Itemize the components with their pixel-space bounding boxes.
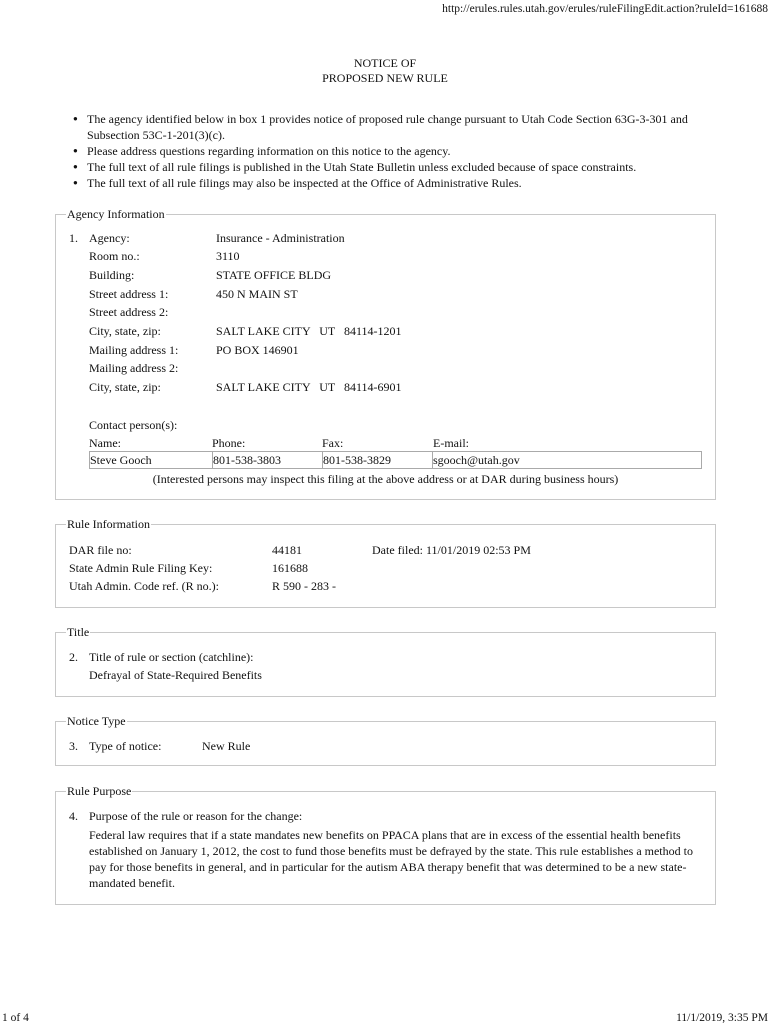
intro-item: ● The agency identified below in box 1 provides notice of proposed rule change pursuant to Utah Code Section 63G-3-301 and Subsection 53C-1-201(3)(c). xyxy=(70,111,730,143)
mailing2-label: Mailing address 2: xyxy=(89,361,179,375)
title-legend: Title xyxy=(67,625,90,639)
mailing1-label: Mailing address 1: xyxy=(89,343,179,357)
contact-heading: Contact person(s): xyxy=(89,418,178,432)
street1-label: Street address 1: xyxy=(89,287,169,301)
agency-label: Agency: xyxy=(89,231,130,245)
contact-table-row xyxy=(89,451,702,469)
rule-purpose-number: 4. xyxy=(69,809,78,823)
title-item-number: 2. xyxy=(69,650,78,664)
notice-type-label: Type of notice: xyxy=(89,739,162,753)
dar-file-value: 44181 xyxy=(272,543,302,557)
notice-heading-line2: PROPOSED NEW RULE xyxy=(322,71,448,85)
intro-item: ● The full text of all rule filings is published in the Utah State Bulletin unless excluded because of space constraints. xyxy=(70,159,730,175)
rule-purpose-text: Federal law requires that if a state mandates new benefits on PPACA plans that are in excess of the essential health benefits established on January 1, 2012, the cost to fund those benefits must be defrayed by the state. This rule establishes a method to pay for those benefits in general, and in particular for the autism ABA therapy benefit that was determined to be a new state-mandated benefit. xyxy=(89,828,693,890)
agency-value: Insurance - Administration xyxy=(216,231,345,245)
contact-header-email: E-mail: xyxy=(433,436,469,450)
date-filed: Date filed: 11/01/2019 02:53 PM xyxy=(372,543,531,557)
print-timestamp: 11/1/2019, 3:35 PM xyxy=(676,1012,768,1024)
inspection-note: (Interested persons may inspect this filing at the above address or at DAR during business hours) xyxy=(152,472,619,486)
mailing-city-value: SALT LAKE CITY UT 84114-6901 xyxy=(216,380,402,394)
rule-purpose-legend: Rule Purpose xyxy=(67,784,132,798)
mailing-city-label: City, state, zip: xyxy=(89,380,161,394)
contact-email: sgooch@utah.gov xyxy=(432,452,701,468)
title-value: Defrayal of State-Required Benefits xyxy=(89,668,262,682)
contact-phone: 801-538-3803 xyxy=(212,452,321,468)
filing-key-label: State Admin Rule Filing Key: xyxy=(69,561,213,575)
title-section xyxy=(55,625,716,697)
dar-file-label: DAR file no: xyxy=(69,543,132,557)
building-label: Building: xyxy=(89,268,135,282)
title-label: Title of rule or section (catchline): xyxy=(89,650,254,664)
city-value: SALT LAKE CITY UT 84114-1201 xyxy=(216,324,402,338)
agency-item-number: 1. xyxy=(69,231,78,245)
rule-purpose-section xyxy=(55,784,716,905)
mailing1-value: PO BOX 146901 xyxy=(216,343,299,357)
page-url: http://erules.rules.utah.gov/erules/ruleFilingEdit.action?ruleId=161688 xyxy=(442,3,768,15)
notice-type-legend: Notice Type xyxy=(67,714,126,728)
city-label: City, state, zip: xyxy=(89,324,161,338)
intro-item: ● The full text of all rule filings may also be inspected at the Office of Administrative Rules. xyxy=(70,175,730,191)
code-ref-label: Utah Admin. Code ref. (R no.): xyxy=(69,579,219,593)
agency-info-section xyxy=(55,207,716,500)
notice-type-value: New Rule xyxy=(202,739,251,753)
rule-info-legend: Rule Information xyxy=(67,517,150,531)
room-label: Room no.: xyxy=(89,249,140,263)
street1-value: 450 N MAIN ST xyxy=(216,287,298,301)
contact-header-name: Name: xyxy=(89,436,121,450)
notice-type-section xyxy=(55,714,716,766)
contact-header-phone: Phone: xyxy=(212,436,246,450)
rule-purpose-label: Purpose of the rule or reason for the change: xyxy=(89,809,303,823)
page-number: 1 of 4 xyxy=(2,1012,29,1024)
contact-name: Steve Gooch xyxy=(90,453,152,467)
intro-item: ● Please address questions regarding information on this notice to the agency. xyxy=(70,143,730,159)
notice-heading xyxy=(0,56,770,86)
filing-key-value: 161688 xyxy=(272,561,308,575)
rule-info-section xyxy=(55,517,716,608)
contact-fax: 801-538-3829 xyxy=(322,452,432,468)
notice-type-number: 3. xyxy=(69,739,78,753)
code-ref-value: R 590 - 283 - xyxy=(272,579,336,593)
agency-info-legend: Agency Information xyxy=(67,207,165,221)
building-value: STATE OFFICE BLDG xyxy=(216,268,332,282)
contact-header-fax: Fax: xyxy=(322,436,344,450)
street2-label: Street address 2: xyxy=(89,305,169,319)
room-value: 3110 xyxy=(216,249,240,263)
notice-heading-line1: NOTICE OF xyxy=(353,56,417,70)
intro-list xyxy=(70,111,730,191)
